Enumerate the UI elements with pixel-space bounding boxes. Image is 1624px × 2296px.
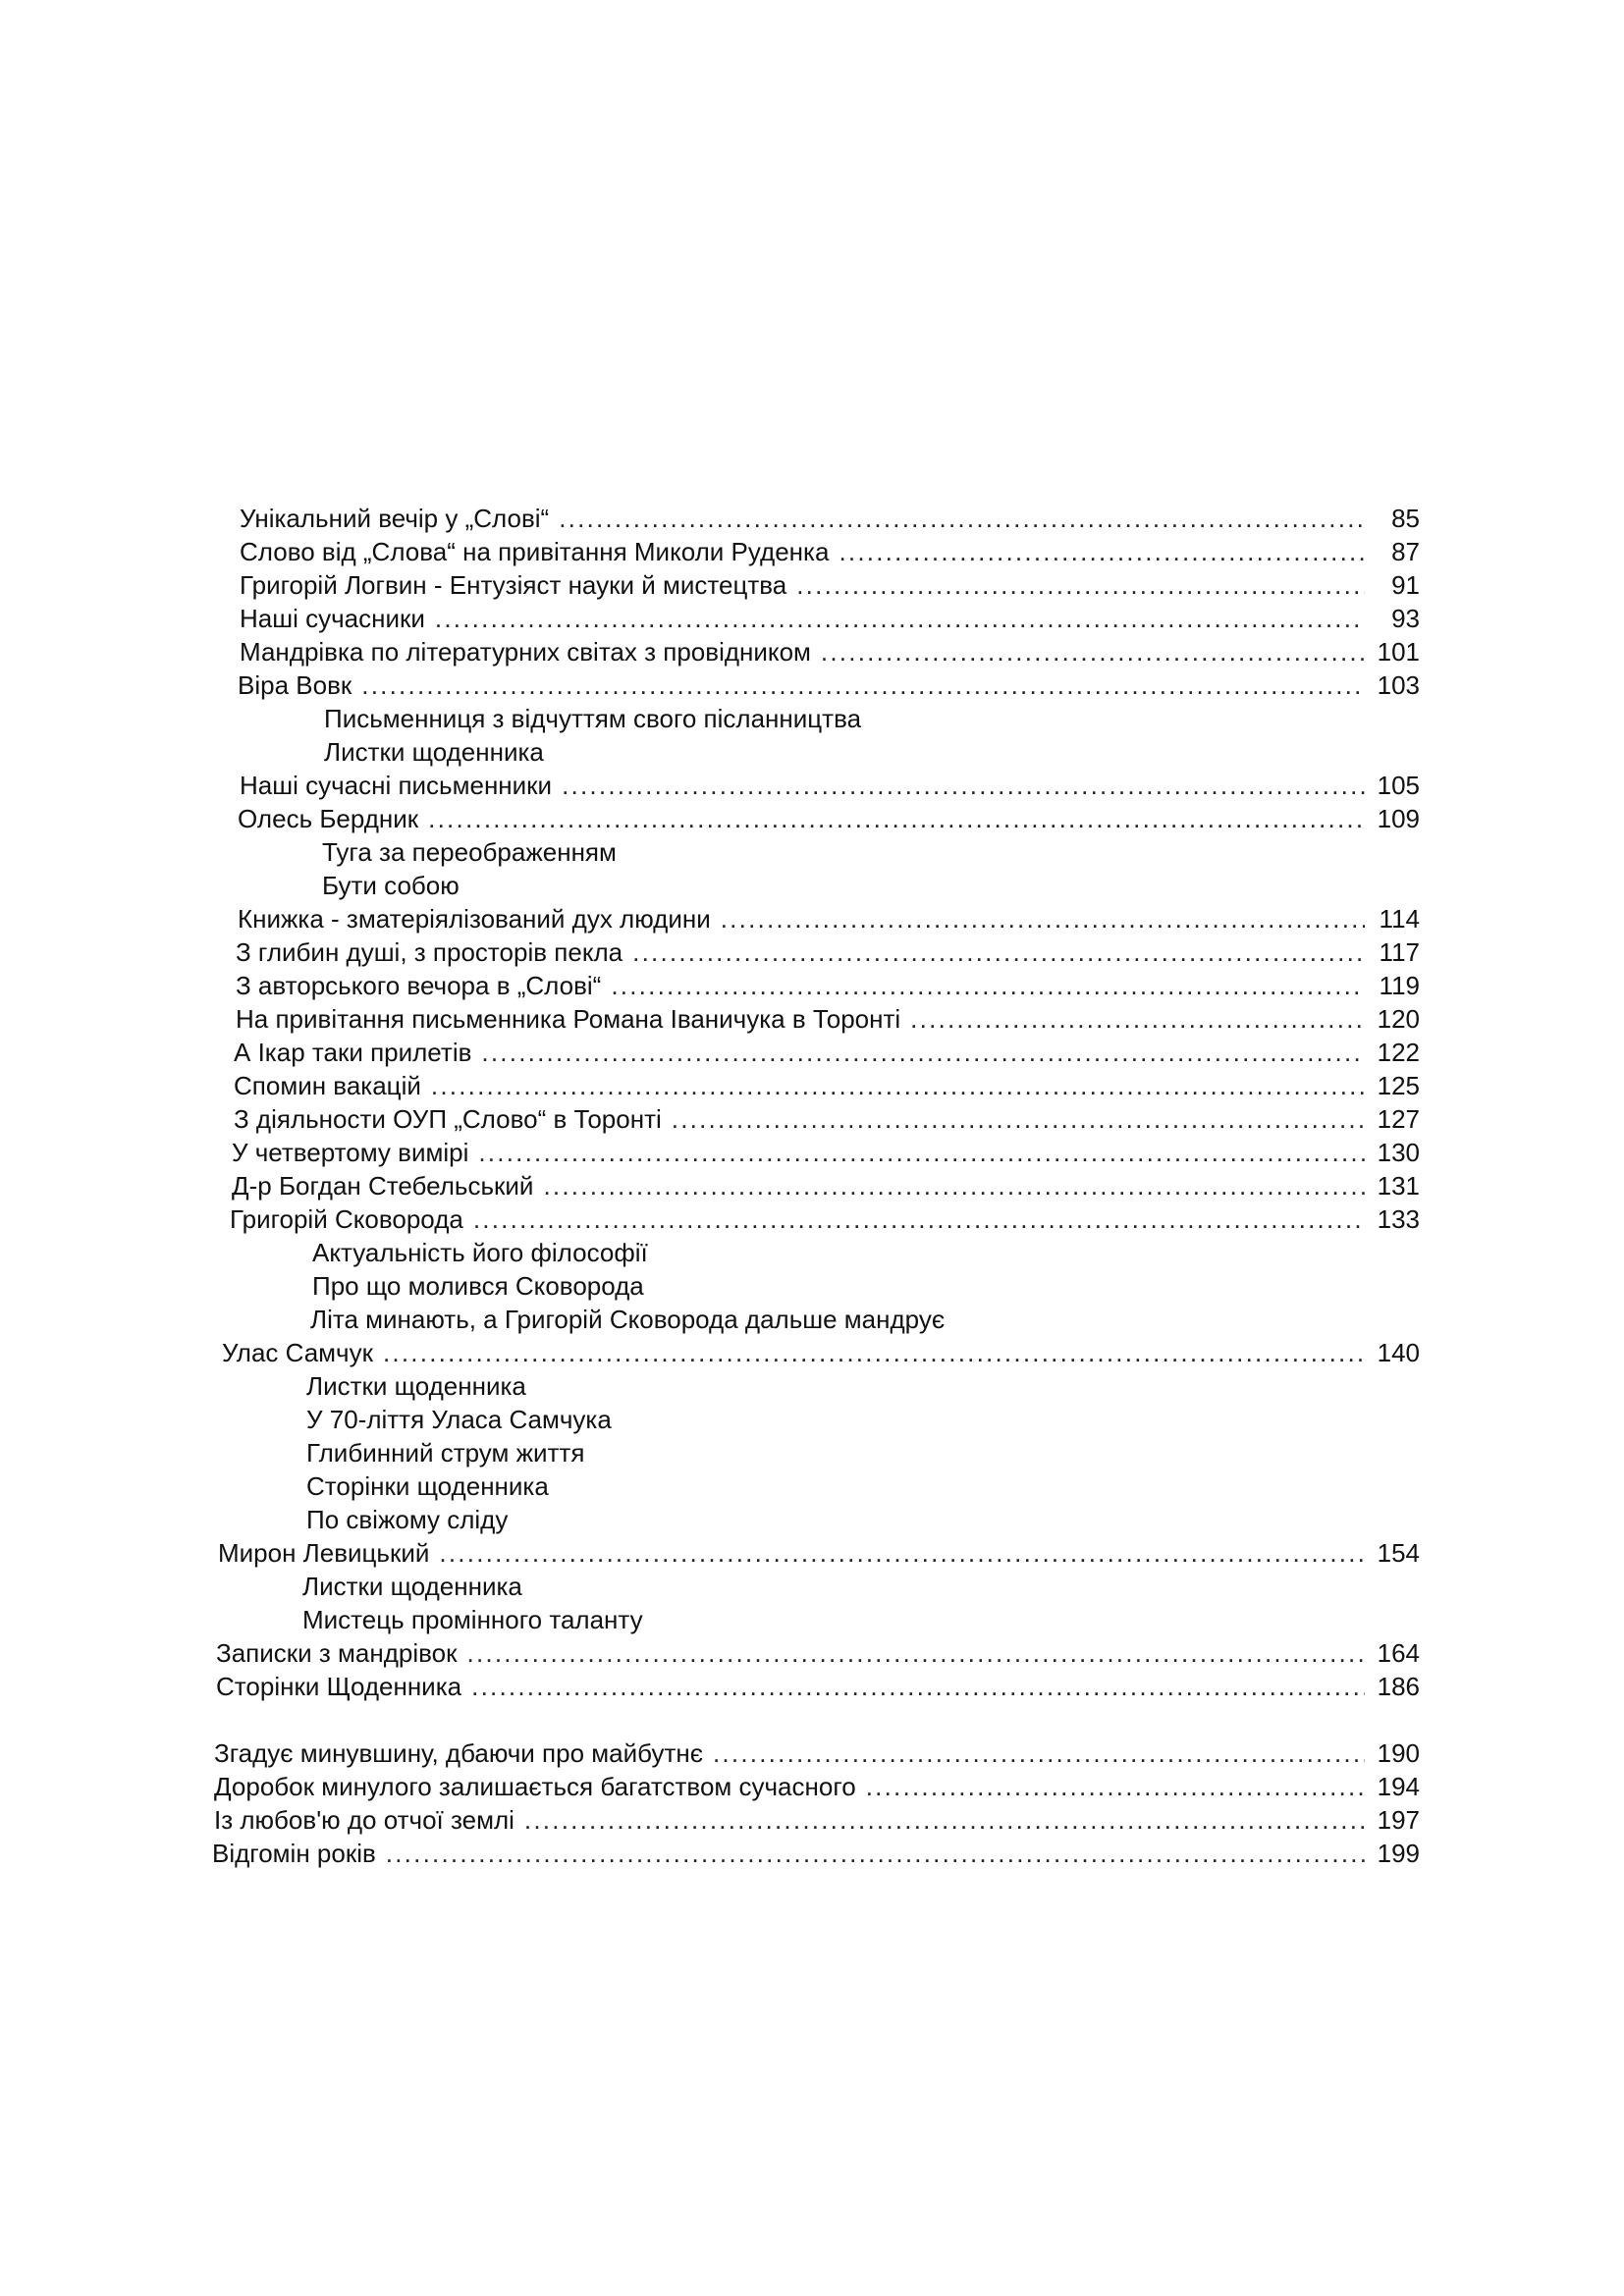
toc-entry-page-number: 117 <box>1379 937 1420 967</box>
toc-entry <box>0 535 1624 568</box>
toc-entry-page-number: 109 <box>1377 804 1420 833</box>
dot-leader <box>481 1036 1365 1069</box>
dot-leader <box>866 1770 1365 1803</box>
toc-entry-title-wrap <box>234 1069 1365 1102</box>
toc-group-main <box>0 502 1624 1703</box>
toc-subentry <box>0 1503 1624 1536</box>
toc-subentry <box>0 1603 1624 1636</box>
toc-subentry-title: Листки щоденника <box>302 1572 522 1601</box>
toc-entry-title-wrap <box>238 802 1365 835</box>
toc-entry <box>0 1069 1624 1102</box>
toc-subentry-title: Мистець промінного таланту <box>302 1605 643 1634</box>
toc-entry-title-wrap <box>240 602 1365 635</box>
toc-entry-title: Олесь Бердник <box>238 804 419 833</box>
toc-entry-title-wrap <box>240 502 1365 535</box>
toc-entry-title: Із любов'ю до отчої землі <box>214 1805 514 1835</box>
toc-subentry <box>0 1436 1624 1469</box>
toc-entry <box>0 1837 1624 1870</box>
toc-entry <box>0 1202 1624 1236</box>
toc-group-final <box>0 1736 1624 1870</box>
toc-subentry <box>0 1570 1624 1603</box>
toc-entry <box>0 1036 1624 1069</box>
dot-leader <box>611 969 1365 1002</box>
toc-subentry <box>0 1403 1624 1436</box>
toc-entry-title: Спомин вакацій <box>234 1071 421 1100</box>
toc-entry-page-number: 190 <box>1377 1738 1420 1768</box>
table-of-contents <box>0 502 1624 1870</box>
toc-entry-page-number: 154 <box>1377 1538 1420 1568</box>
dot-leader <box>721 902 1365 935</box>
toc-entry <box>0 1336 1624 1369</box>
toc-entry <box>0 1002 1624 1036</box>
toc-entry-title-wrap <box>214 1803 1365 1837</box>
toc-subentry-title: Глибинний струм життя <box>306 1438 585 1468</box>
toc-entry <box>0 969 1624 1002</box>
toc-entry-title: З діяльности ОУП „Слово“ в Торонті <box>234 1104 662 1134</box>
toc-entry-title: Д-р Богдан Стебельський <box>232 1171 534 1201</box>
toc-entry <box>0 602 1624 635</box>
toc-entry-title-wrap <box>214 1770 1365 1803</box>
toc-entry <box>0 1803 1624 1837</box>
toc-entry-title: Слово від „Слова“ на привітання Миколи Руденка <box>240 537 830 566</box>
dot-leader <box>672 1102 1365 1136</box>
toc-entry-page-number: 199 <box>1377 1839 1420 1868</box>
toc-subentry-title: По свіжому сліду <box>306 1505 509 1534</box>
toc-entry-title-wrap <box>218 1536 1365 1570</box>
dot-leader <box>435 602 1365 635</box>
toc-entry-title: Сторінки Щоденника <box>216 1672 462 1701</box>
toc-entry-title: Унікальний вечір у „Слові“ <box>240 504 550 533</box>
toc-entry-title: Мандрівка по літературних світах з провідником <box>240 637 811 667</box>
toc-subentry-title: Листки щоденника <box>324 737 544 767</box>
toc-entry-page-number: 91 <box>1391 570 1420 600</box>
toc-subentry <box>0 869 1624 902</box>
toc-entry <box>0 1770 1624 1803</box>
toc-entry-title: Мирон Левицький <box>218 1538 430 1568</box>
toc-entry-title-wrap <box>236 969 1365 1002</box>
toc-entry-title-wrap <box>212 1837 1365 1870</box>
toc-subentry <box>0 1303 1624 1336</box>
toc-entry-title-wrap <box>232 1136 1365 1169</box>
toc-subentry-title: Листки щоденника <box>306 1371 526 1401</box>
toc-subentry-title: Літа минають, а Григорій Сковорода дальше мандрує <box>310 1305 946 1334</box>
dot-leader <box>910 1002 1365 1036</box>
toc-subentry-title: Сторінки щоденника <box>306 1471 549 1501</box>
toc-entry <box>0 902 1624 935</box>
toc-entry-page-number: 197 <box>1377 1805 1420 1835</box>
toc-subentry-title: Бути собою <box>322 871 460 900</box>
toc-entry-title-wrap <box>234 1036 1365 1069</box>
toc-entry-title: З авторського вечора в „Слові“ <box>236 971 602 1000</box>
dot-leader <box>383 1336 1365 1369</box>
toc-entry-page-number: 105 <box>1377 771 1420 800</box>
dot-leader <box>713 1736 1365 1770</box>
toc-entry-page-number: 194 <box>1377 1772 1420 1801</box>
toc-subentry-title: Про що молився Сковорода <box>312 1271 644 1301</box>
dot-leader <box>428 802 1365 835</box>
dot-leader <box>473 1202 1365 1236</box>
toc-entry <box>0 769 1624 802</box>
toc-entry-page-number: 119 <box>1379 971 1420 1000</box>
toc-entry-title: Згадує минувшину, дбаючи про майбутнє <box>214 1738 703 1768</box>
toc-subentry <box>0 835 1624 869</box>
toc-subentry <box>0 735 1624 769</box>
toc-entry-title-wrap <box>240 568 1365 602</box>
toc-entry-page-number: 87 <box>1391 537 1420 566</box>
toc-entry-page-number: 130 <box>1377 1138 1420 1167</box>
toc-entry-title: Наші сучасні письменники <box>240 771 553 800</box>
toc-entry-title-wrap <box>216 1636 1365 1670</box>
toc-entry-title-wrap <box>238 668 1365 702</box>
toc-entry-page-number: 114 <box>1379 904 1420 934</box>
toc-entry-title: Віра Вовк <box>238 670 352 700</box>
toc-entry-title-wrap <box>216 1670 1365 1703</box>
dot-leader <box>439 1536 1365 1570</box>
toc-entry-title-wrap <box>232 1169 1365 1202</box>
toc-subentry-title: Письменниця з відчуттям свого післанництва <box>324 704 862 733</box>
toc-entry-page-number: 133 <box>1377 1204 1420 1234</box>
dot-leader <box>796 568 1365 602</box>
toc-entry-title: Улас Самчук <box>222 1338 373 1367</box>
toc-entry-page-number: 103 <box>1377 670 1420 700</box>
toc-subentry-title: Актуальність його філософії <box>312 1238 648 1267</box>
toc-entry-title: Григорій Логвин - Ентузіяст науки й мистецтва <box>240 570 787 600</box>
toc-entry-page-number: 131 <box>1377 1171 1420 1201</box>
toc-entry-title-wrap <box>214 1736 1365 1770</box>
dot-leader <box>467 1636 1366 1670</box>
toc-subentry <box>0 1236 1624 1269</box>
dot-leader <box>562 769 1365 802</box>
toc-entry-title-wrap <box>240 635 1365 668</box>
dot-leader <box>361 668 1365 702</box>
toc-entry-page-number: 125 <box>1377 1071 1420 1100</box>
toc-entry-title-wrap <box>240 535 1365 568</box>
toc-entry-title-wrap <box>236 1002 1365 1036</box>
dot-leader <box>471 1670 1365 1703</box>
toc-entry-page-number: 120 <box>1377 1004 1420 1034</box>
toc-entry-title: На привітання письменника Романа Іваничука в Торонті <box>236 1004 901 1034</box>
toc-entry <box>0 668 1624 702</box>
toc-entry-page-number: 140 <box>1377 1338 1420 1367</box>
toc-entry-title-wrap <box>238 902 1365 935</box>
dot-leader <box>386 1837 1365 1870</box>
toc-entry-title-wrap <box>230 1202 1365 1236</box>
toc-entry-title-wrap <box>234 1102 1365 1136</box>
toc-subentry <box>0 702 1624 735</box>
toc-entry <box>0 1670 1624 1703</box>
toc-subentry-title: Туга за переображенням <box>322 837 617 867</box>
toc-entry-page-number: 101 <box>1377 637 1420 667</box>
dot-leader <box>524 1803 1365 1837</box>
dot-leader <box>478 1136 1365 1169</box>
toc-entry <box>0 935 1624 969</box>
toc-entry-page-number: 93 <box>1391 604 1420 633</box>
toc-subentry <box>0 1369 1624 1403</box>
toc-entry-title: Книжка - зматеріялізований дух людини <box>238 904 711 934</box>
toc-entry-page-number: 127 <box>1377 1104 1420 1134</box>
toc-subentry <box>0 1269 1624 1303</box>
dot-leader <box>559 502 1365 535</box>
toc-entry <box>0 502 1624 535</box>
toc-entry-title: А Ікар таки прилетів <box>234 1038 472 1067</box>
dot-leader <box>821 635 1365 668</box>
toc-entry-page-number: 122 <box>1377 1038 1420 1067</box>
dot-leader <box>431 1069 1365 1102</box>
toc-entry-page-number: 164 <box>1377 1638 1420 1668</box>
toc-entry-title-wrap <box>222 1336 1365 1369</box>
toc-entry-title: Григорій Сковорода <box>230 1204 463 1234</box>
toc-entry-title: У четвертому вимірі <box>232 1138 469 1167</box>
toc-entry <box>0 1636 1624 1670</box>
dot-leader <box>543 1169 1365 1202</box>
toc-entry <box>0 1136 1624 1169</box>
toc-entry-page-number: 186 <box>1377 1672 1420 1701</box>
dot-leader <box>632 935 1365 969</box>
dot-leader <box>839 535 1365 568</box>
toc-entry-title: Наші сучасники <box>240 604 425 633</box>
toc-entry-title: Відгомін років <box>212 1839 376 1868</box>
toc-entry <box>0 802 1624 835</box>
toc-entry-page-number: 85 <box>1391 504 1420 533</box>
toc-entry-title: Доробок минулого залишається багатством сучасного <box>214 1772 856 1801</box>
toc-entry <box>0 568 1624 602</box>
toc-entry-title-wrap <box>236 935 1365 969</box>
toc-subentry <box>0 1469 1624 1503</box>
toc-entry <box>0 1536 1624 1570</box>
toc-entry <box>0 635 1624 668</box>
toc-entry-title: З глибин душі, з просторів пекла <box>236 937 623 967</box>
toc-entry <box>0 1169 1624 1202</box>
toc-entry <box>0 1102 1624 1136</box>
toc-subentry-title: У 70-ліття Уласа Самчука <box>306 1405 612 1434</box>
toc-entry-title: Записки з мандрівок <box>216 1638 458 1668</box>
toc-entry-title-wrap <box>240 769 1365 802</box>
toc-gap <box>0 1703 1624 1736</box>
toc-entry <box>0 1736 1624 1770</box>
